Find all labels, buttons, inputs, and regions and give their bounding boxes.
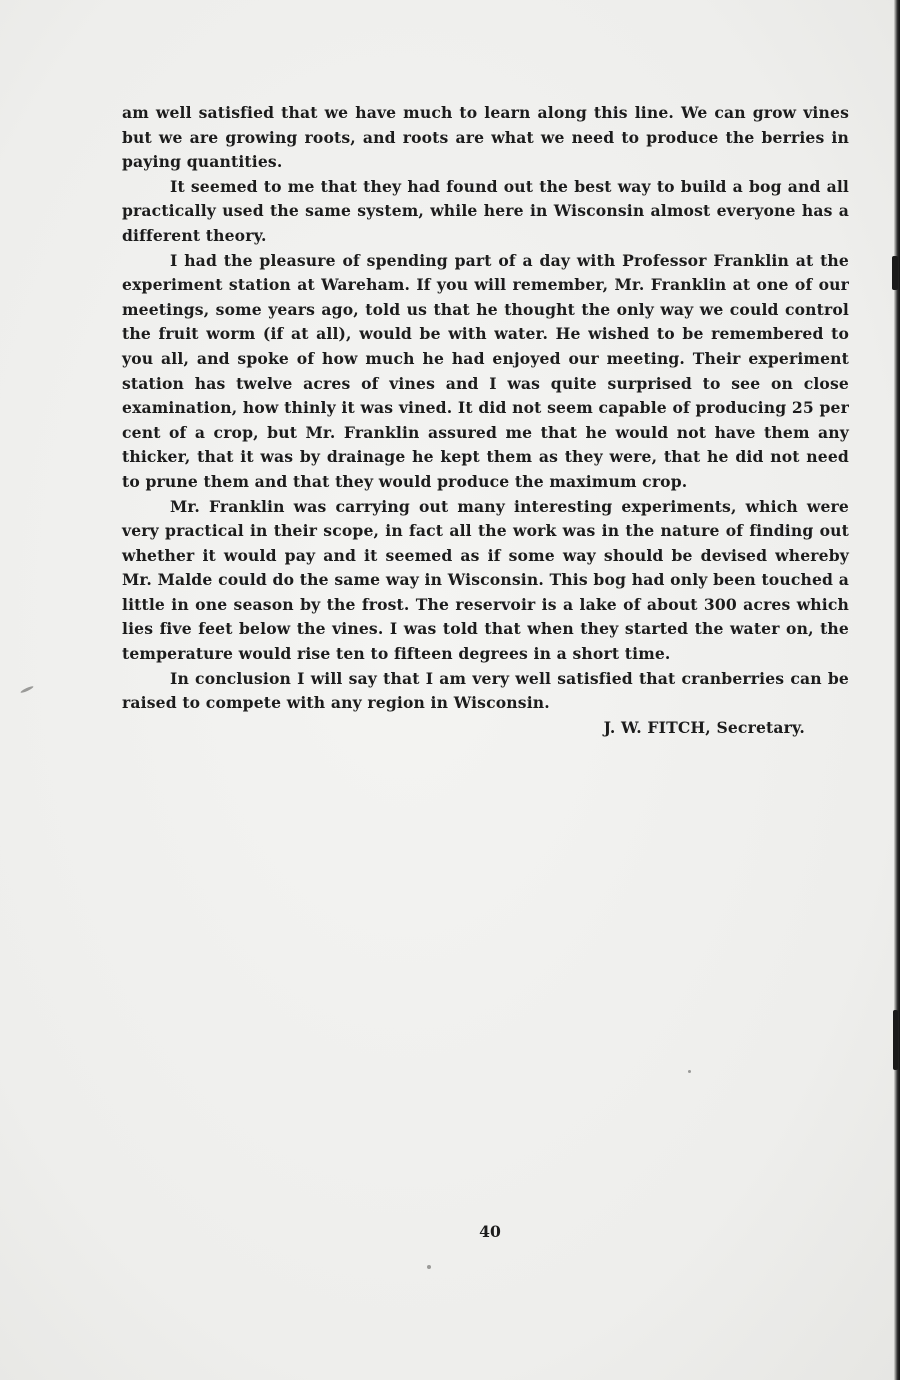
scan-speck xyxy=(427,1265,431,1269)
page-number: 40 xyxy=(479,1222,501,1241)
body-text xyxy=(122,101,849,740)
signature: J. W. FITCH, Secretary. xyxy=(603,717,805,737)
paragraph: It seemed to me that they had found out the best way to build a bog and all practically used the same system, while here in Wisconsin almost everyone has a different theory. xyxy=(122,176,849,245)
paragraph: In conclusion I will say that I am very well satisfied that cranberries can be raised to compete with any region in Wisconsin. xyxy=(122,668,849,713)
binding-mark xyxy=(893,1010,898,1070)
page-edge-shadow xyxy=(894,0,900,1380)
paragraph: am well satisfied that we have much to learn along this line. We can grow vines but we are growing roots, and roots are what we need to produce the berries in paying quantities. xyxy=(122,103,849,172)
paragraph: I had the pleasure of spending part of a day with Professor Franklin at the experiment station at Wareham. If you will remember, Mr. Franklin at one of our meetings, some years ago, told us that he thought the only way we could control the fruit worm (if at all), would be with water. He wished to be remembered to you all, and spoke of how much he had enjoyed our meeting. Their experiment station has twelve acres of vines and I was quite surprised to see on close examination, how thinly it was vined. It did not seem capable of producing 25 per cent of a crop, but Mr. Franklin assured me that he would not have them any thicker, that it was by drainage he kept them as they were, that he did not need to prune them and that they would produce the maximum crop. xyxy=(122,250,849,491)
scan-speck xyxy=(20,685,34,694)
scan-speck xyxy=(688,1070,691,1073)
paragraph: Mr. Franklin was carrying out many interesting experiments, which were very practical in their scope, in fact all the work was in the nature of finding out whether it would pay and it seemed as if some way should be devised whereby Mr. Malde could do the same way in Wisconsin. This bog had only been touched a little in one season by the frost. The reservoir is a lake of about 300 acres which lies five feet below the vines. I was told that when they started the water on, the temperature would rise ten to fifteen degrees in a short time. xyxy=(122,496,849,664)
binding-mark xyxy=(892,256,898,290)
